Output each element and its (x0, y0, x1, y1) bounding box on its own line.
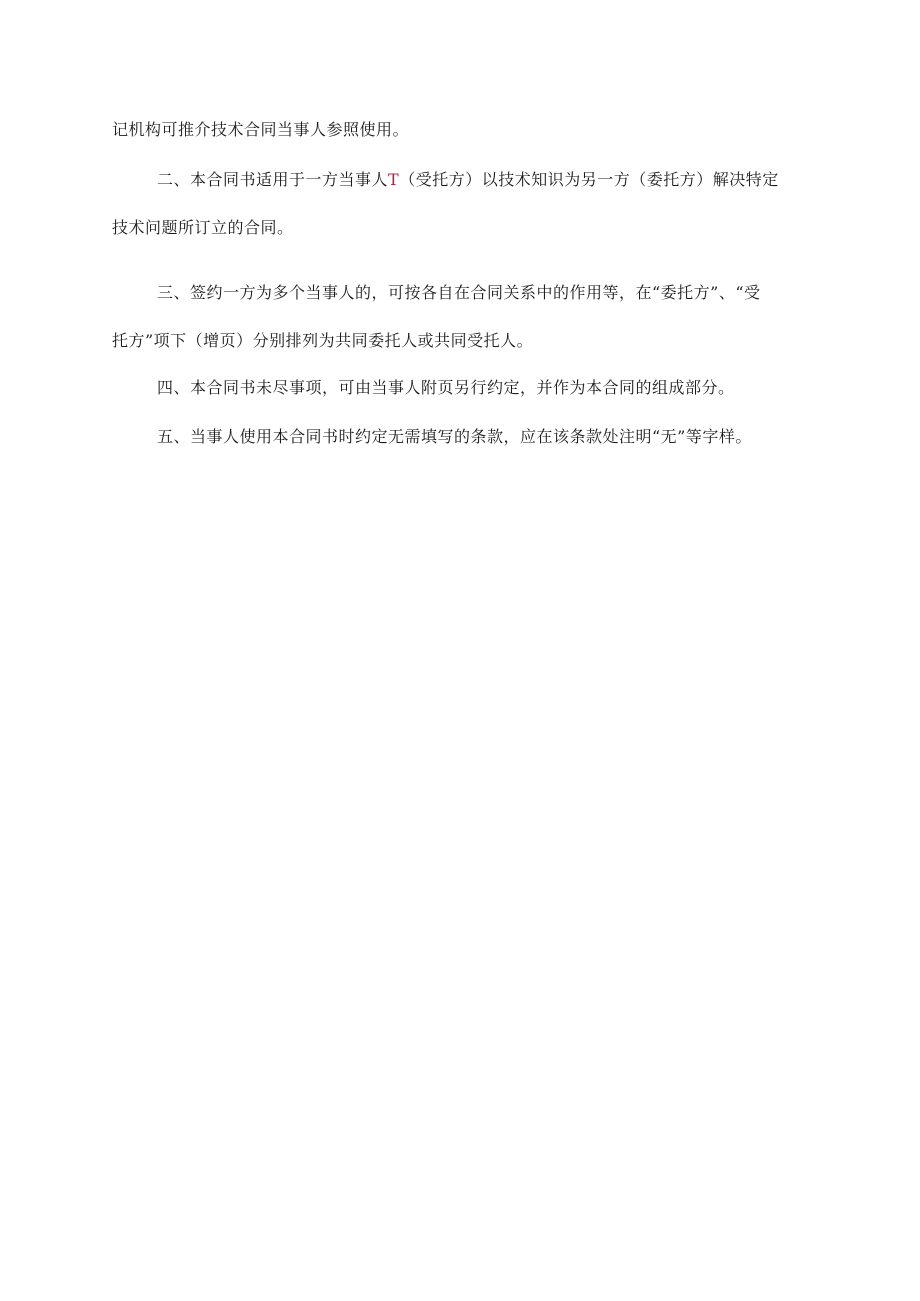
paragraph-4: 四、本合同书未尽事项，可由当事人附页另行约定，并作为本合同的组成部分。 (157, 378, 735, 397)
paragraph-5: 五、当事人使用本合同书时约定无需填写的条款，应在该条款处注明“无”等字样。 (157, 427, 752, 446)
stray-mark: T (388, 170, 400, 189)
paragraph-2-text-before: 二、本合同书适用于一方当事人 (157, 170, 389, 189)
paragraph-2-line-2: 技术问题所订立的合同。 (112, 218, 294, 237)
paragraph-3-line-1: 三、签约一方为多个当事人的，可按各自在合同关系中的作用等，在“委托方”、“受 (157, 283, 761, 302)
paragraph-2-line-1 (157, 170, 857, 190)
paragraph-3-line-2: 托方”项下（增页）分别排列为共同委托人或共同受托人。 (112, 331, 534, 350)
paragraph-1-continuation: 记机构可推介技术合同当事人参照使用。 (112, 120, 410, 139)
paragraph-2-text-after: （受托方）以技术知识为另一方（委托方）解决特定 (399, 170, 779, 189)
